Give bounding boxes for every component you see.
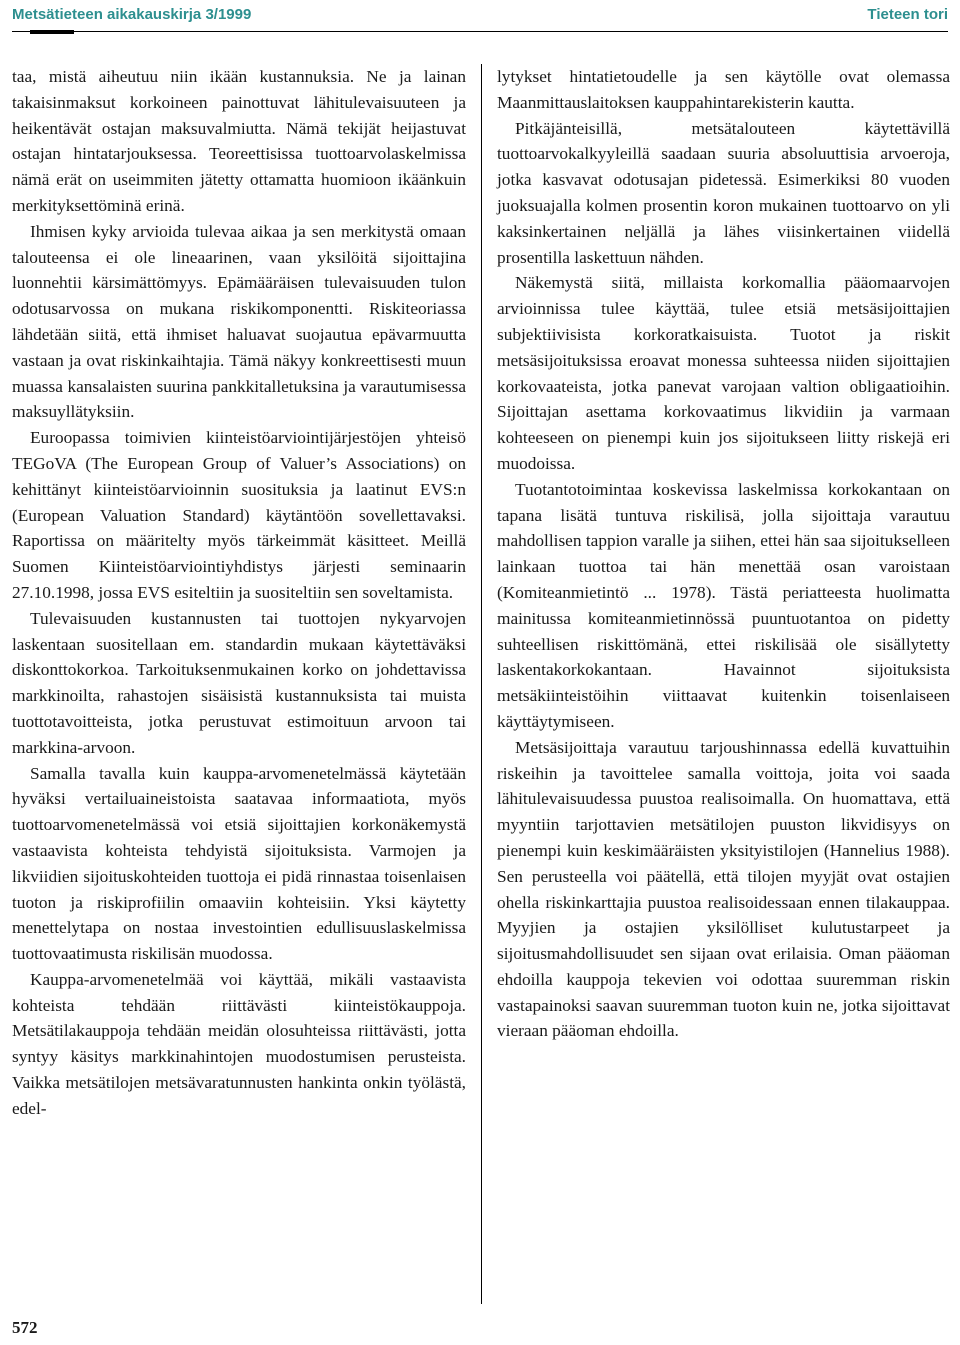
right-column: [497, 64, 950, 1044]
header-rule: [12, 31, 948, 32]
paragraph: Ihmisen kyky arvioida tulevaa aikaa ja sen merkitystä omaan talouteensa ei ole lineaarinen, vaan yksilöitä sijoittajina luonnehtii kärsimättömyys. Epämääräisen tulevaisuuden tulon odotusarvossa on mukana riskikomponentti. Riskiteoriassa lähdetään siitä, että ihmiset haluavat suojautua epävarmuutta vastaan ja ovat riskinkaihtajia. Tämä näkyy konkreettisesti muun muassa kansalaisten suurina pankkitalletuksina ja varautumisessa maksuyllätyksiin.: [12, 221, 466, 422]
left-column: [12, 64, 466, 1122]
column-divider: [481, 64, 482, 1304]
paragraph: Näkemystä siitä, millaista korkomallia pääomaarvojen arvioinnissa tulee käyttää, tulee etsiä metsäsijoittajien subjektiivisista korkoratkaisuista. Tuotot ja riskit metsäsijoituksissa eroavat monessa suhteessa niiden sijoittajien korkovaateista, jotka panevat varojaan valtion obligaatioihin. Sijoittajan asettama korkovaatimus likvidiin ja varmaan kohteeseen on pienempi kuin jos sijoitukseen liitty riskejä eri muodoissa.: [497, 273, 950, 473]
paragraph: Tulevaisuuden kustannusten tai tuottojen nykyarvojen laskentaan suositellaan em. standardin mukaan käytettäväksi diskonttokorkoa. Tarkoituksenmukainen korko on johdettavissa markkinoilta, rahastojen sisäisistä kustannuksista tai muista tuottotavoitteista, jotka perustuvat estimoituun arvoon tai markkina-arvoon.: [12, 608, 466, 757]
paragraph: Metsäsijoittaja varautuu tarjoushinnassa edellä kuvattuihin riskeihin ja tavoittelee samalla voittoja, joita voi saada lähitulevaisuudessa puustoa realisoimalla. On huomattava, että myyntiin tarjottavien metsätilojen puuston likvidisyys on pienempi kuin keskimääräisten yksityistilojen (Hannelius 1988). Sen perusteella voi päätellä, että tilojen myyjät ovat ostajien ohella riskinkarttajia puustoa realisoidessaan ennen tilakauppaa. Myyjien ja ostajien yksilölliset kulutustarpeet ja sijoitusmahdollisuudet sen sijaan ovat erilaisia. Oman pääoman ehdoilla kauppoja tekevien voi odottaa suuremman riskin vastapainoksi saavan suuremman tuoton kuin ne, jotka sijoittavat vieraan pääoman ehdoilla.: [497, 737, 950, 1041]
page-number: 572: [12, 1318, 38, 1337]
paragraph: Samalla tavalla kuin kauppa-arvomenetelmässä käytetään hyväksi vertailuaineistoista saatavaa informaatiota, myös tuottoarvomenetelmässä voi etsiä sijoittajien korkonäkemystä vastaavista kohteista tehdyistä sijoituksista. Varmojen ja likviidien sijoituskohteiden tuottoja ei pidä rinnastaa toisenlaisen tuoton ja riskiprofiilin omaaviin kohteisiin. Yksi käytetty menettelytapa on nostaa investointien edullisuuslaskelmissa tuottovaatimusta riskilisän muodossa.: [12, 763, 466, 964]
paragraph: Kauppa-arvomenetelmää voi käyttää, mikäli vastaavista kohteista tehdään riittävästi kiinteistökauppoja. Metsätilakauppoja tehdään meidän olosuhteissa riittävästi, jotta syntyy käsitys markkinahintojen muodostumisen perusteista. Vaikka metsätilojen metsävaratunnusten hankinta onkin työlästä, edel-: [12, 969, 466, 1118]
paragraph: Tuotantotoimintaa koskevissa laskelmissa korkokantaan on tapana lisätä tuntuva riskilisä, jolla sijoittaja varautuu mahdollisen tappion varalle ja siihen, ettei hän saa sijoitukselleen lainkaan tuottoa tai hän menettää osan varoistaan (Komiteanmietintö ... 1978). Tästä periatteesta huolimatta mainitussa komiteanmietinnössä puuntuotantoa on pidetty suhteellisen riskittömänä, ettei riskilisää ole sisällytetty laskentakorkokantaan. Havainnot sijoituksista metsäkiinteistöihin viittaavat kuitenkin toisenlaiseen käyttäytymiseen.: [497, 479, 950, 731]
section-title: Tieteen tori: [867, 6, 948, 23]
running-header: [0, 0, 960, 36]
journal-title: Metsätieteen aikakauskirja 3/1999: [12, 6, 252, 23]
paragraph: taa, mistä aiheutuu niin ikään kustannuksia. Ne ja lainan takaisinmaksut korkoineen painottuvat lähitulevaisuuteen ja heikentävät ostajan maksuvalmiutta. Nämä tekijät heijastuvat ostajan hintatarjouksessa. Teoreettisissa tuottoarvolaskelmissa nämä erät on useimmiten jätetty ottamatta huomioon ikäänkuin merkityksettöminä erinä.: [12, 67, 466, 215]
paragraph: Euroopassa toimivien kiinteistöarviointijärjestöjen yhteisö TEGoVA (The European Group of Valuer’s Associations) on kehittänyt kiinteistöarvioinnin suosituksia ja laatinut EVS:n (European Valuation Standard) käytäntöön sovellettavaksi. Raportissa on määritelty myös tärkeimmät käsitteet. Meillä Suomen Kiinteistöarviointiyhdistys järjesti seminaarin 27.10.1998, jossa EVS esiteltiin ja suositeltiin sen soveltamista.: [12, 428, 466, 602]
header-rule-accent: [30, 30, 74, 34]
paragraph: Pitkäjänteisillä, metsätalouteen käytettävillä tuottoarvokalkyyleillä saadaan suuria absoluuttisia arvoeroja, jotka kasvavat odotusajan pidetessä. Esimerkiksi 80 vuoden juoksuajalla kolmen prosentin koron mukainen tuottoarvo on yli kaksinkertainen neljällä ja lähes viisinkertainen viidellä prosentilla laskettuun nähden.: [497, 118, 950, 267]
paragraph: lytykset hintatietoudelle ja sen käytölle ovat olemassa Maanmittauslaitoksen kauppahintarekisterin kautta.: [497, 67, 950, 112]
